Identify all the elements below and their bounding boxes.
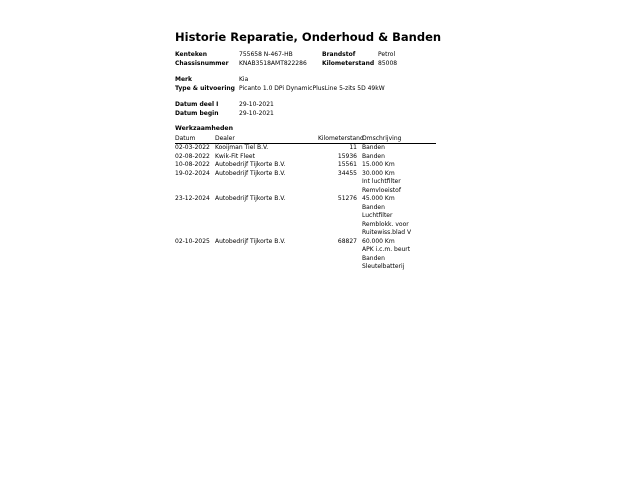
row-kilometerstand: 15561 <box>337 161 357 168</box>
omschrijving-line: 60.000 Km <box>362 237 395 245</box>
table-row <box>175 170 436 196</box>
table-row <box>175 195 436 238</box>
merk-value: Kia <box>239 76 249 83</box>
omschrijving-line: 45.000 Km <box>362 195 395 202</box>
header-kilometerstand: Kilometerstand <box>318 135 364 142</box>
chassis-value: KNAB3518AMT822286 <box>239 59 307 67</box>
row-datum: 02-03-2022 <box>175 144 210 151</box>
row-dealer: Autobedrijf Tijkorte B.V. <box>215 169 286 177</box>
row-kilometerstand: 15936 <box>337 152 357 160</box>
row-kilometerstand: 68827 <box>337 237 357 245</box>
row-datum: 10-08-2022 <box>175 161 210 168</box>
omschrijving-line: Banden <box>362 254 385 262</box>
omschrijving-line: Remvloeistof <box>362 186 401 194</box>
row-datum: 23-12-2024 <box>175 195 210 202</box>
datum-deel-label: Datum deel I <box>175 101 219 108</box>
row-kilometerstand: 34455 <box>337 169 357 177</box>
chassis-label: Chassisnummer <box>175 59 229 67</box>
brandstof-label: Brandstof <box>322 51 356 58</box>
row-omschrijving <box>362 144 623 153</box>
kilometerstand-label: Kilometerstand <box>322 59 375 67</box>
omschrijving-line: Luchtfilter <box>362 212 393 219</box>
datum-deel-value: 29-10-2021 <box>239 101 274 108</box>
header-datum: Datum <box>175 135 196 142</box>
omschrijving-line: APK i.c.m. beurt <box>362 246 411 253</box>
werkzaamheden-table <box>175 144 436 272</box>
row-dealer: Autobedrijf Tijkorte B.V. <box>215 161 286 168</box>
row-datum: 02-10-2025 <box>175 237 210 245</box>
type-label: Type & uitvoering <box>175 84 235 92</box>
table-row <box>175 161 436 170</box>
omschrijving-line: 15.000 Km <box>362 161 395 168</box>
row-kilometerstand: 51276 <box>337 195 357 202</box>
datum-begin-label: Datum begin <box>175 109 219 117</box>
row-datum: 19-02-2024 <box>175 169 210 177</box>
omschrijving-line: Banden <box>362 203 385 211</box>
type-value: Picanto 1.0 DPi DynamicPlusLine 5-zits 5D 49kW <box>239 84 385 92</box>
table-row <box>175 144 436 153</box>
row-omschrijving <box>362 153 623 162</box>
row-omschrijving <box>362 170 623 196</box>
row-dealer: Autobedrijf Tijkorte B.V. <box>215 237 286 245</box>
omschrijving-line: Banden <box>362 144 385 151</box>
page-title: Historie Reparatie, Onderhoud & Banden <box>175 30 442 44</box>
omschrijving-line: Ruitewiss.blad V <box>362 229 412 236</box>
row-kilometerstand: 11 <box>349 144 357 151</box>
kilometerstand-value: 85008 <box>378 59 398 67</box>
row-dealer: Kooijman Tiel B.V. <box>215 144 269 151</box>
row-omschrijving <box>362 161 623 170</box>
omschrijving-line: Sleutelbatterij <box>362 263 405 270</box>
omschrijving-line: 30.000 Km <box>362 169 395 177</box>
omschrijving-line: Int luchtfilter <box>362 178 401 185</box>
header-omschrijving: Omschrijving <box>362 135 402 142</box>
datum-begin-value: 29-10-2021 <box>239 109 274 117</box>
row-dealer: Kwik-Fit Fleet <box>215 152 255 160</box>
omschrijving-line: Banden <box>362 152 385 160</box>
row-omschrijving <box>362 195 623 238</box>
kenteken-label: Kenteken <box>175 51 207 58</box>
kenteken-value: 755658 N-467-HB <box>239 51 293 58</box>
table-row <box>175 238 436 272</box>
omschrijving-line: Remblokk. voor <box>362 220 409 228</box>
row-omschrijving <box>362 238 623 272</box>
row-datum: 02-08-2022 <box>175 152 210 160</box>
table-row <box>175 153 436 162</box>
werkzaamheden-title: Werkzaamheden <box>175 125 233 132</box>
merk-label: Merk <box>175 76 192 83</box>
brandstof-value: Petrol <box>378 51 396 58</box>
header-dealer: Dealer <box>215 135 235 142</box>
row-dealer: Autobedrijf Tijkorte B.V. <box>215 195 286 202</box>
